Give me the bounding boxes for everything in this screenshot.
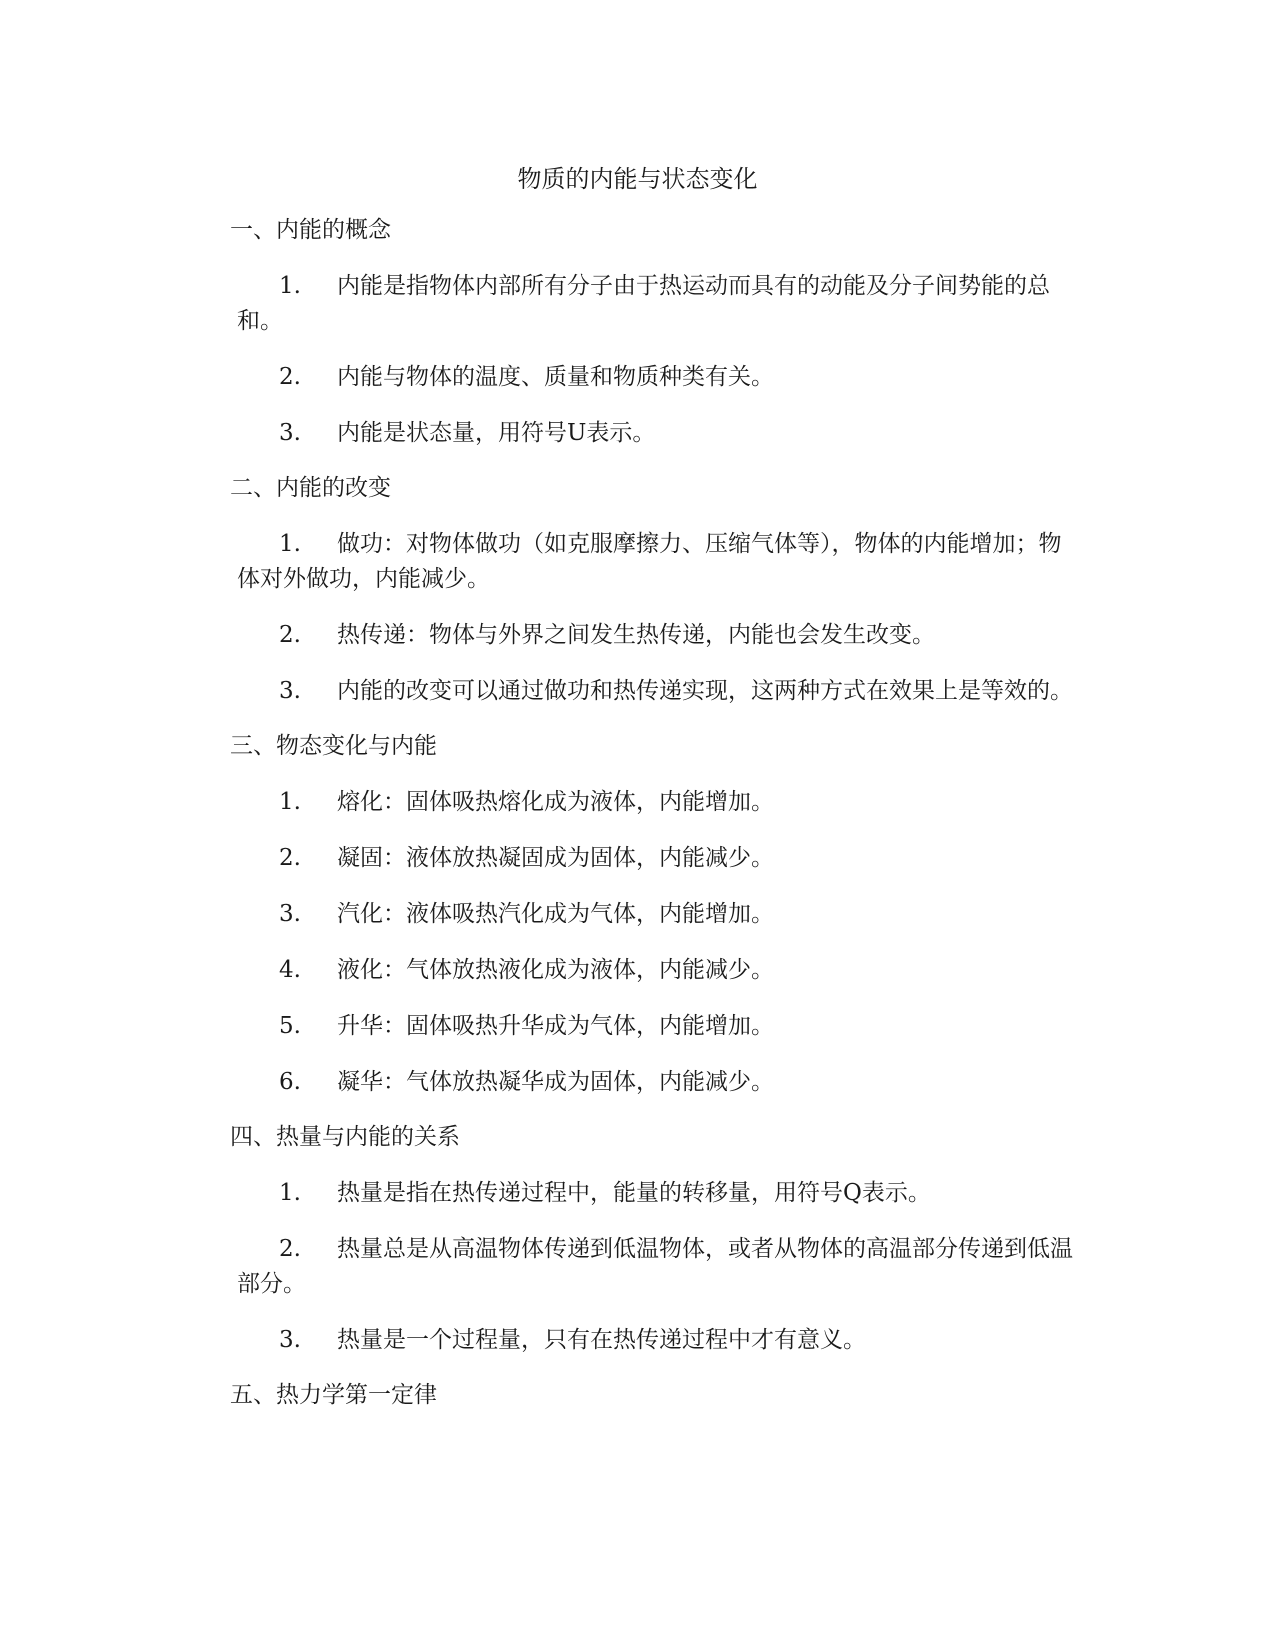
section-heading: 五、热力学第一定律 (230, 1382, 437, 1408)
list-item (230, 841, 1080, 876)
list-number: 2. (279, 1236, 301, 1262)
list-item (230, 674, 1080, 709)
list-number: 2. (279, 364, 301, 390)
list-text: 内能与物体的温度、质量和物质种类有关。 (337, 364, 774, 390)
list-item (230, 1323, 1080, 1358)
section-internal-energy-concept (230, 214, 1080, 451)
list-text: 内能是状态量，用符号U表示。 (337, 420, 656, 446)
list-item (230, 1176, 1080, 1211)
document-title: 物质的内能与状态变化 (517, 165, 758, 193)
section-heading: 三、物态变化与内能 (230, 733, 437, 759)
section-first-law-thermodynamics (230, 1379, 1080, 1411)
section-heat-and-internal-energy (230, 1121, 1080, 1358)
list-item (230, 785, 1080, 820)
list-number: 1. (279, 531, 301, 557)
list-text: 做功：对物体做功（如克服摩擦力、压缩气体等），物体的内能增加；物体对外做功，内能减少。 (237, 531, 1062, 592)
list-number: 4. (279, 957, 301, 983)
list-item (230, 953, 1080, 988)
list-item (230, 1009, 1080, 1044)
list-number: 6. (279, 1069, 301, 1095)
list-text: 热传递：物体与外界之间发生热传递，内能也会发生改变。 (337, 622, 935, 648)
list-item (230, 416, 1080, 451)
section-internal-energy-change (230, 472, 1080, 709)
list-item (230, 527, 1080, 597)
list-item (230, 1065, 1080, 1100)
list-number: 3. (279, 420, 301, 446)
list-number: 3. (279, 1327, 301, 1353)
list-text: 热量是一个过程量，只有在热传递过程中才有意义。 (337, 1327, 866, 1353)
list-text: 升华：固体吸热升华成为气体，内能增加。 (337, 1013, 774, 1039)
list-text: 热量是指在热传递过程中，能量的转移量，用符号Q表示。 (337, 1180, 931, 1206)
list-number: 3. (279, 678, 301, 704)
list-item (230, 897, 1080, 932)
list-text: 凝固：液体放热凝固成为固体，内能减少。 (337, 845, 774, 871)
section-heading: 二、内能的改变 (230, 475, 391, 501)
section-state-changes (230, 730, 1080, 1100)
section-heading: 一、内能的概念 (230, 217, 391, 243)
numbered-list (230, 527, 1080, 709)
list-item (230, 1232, 1080, 1302)
list-number: 2. (279, 622, 301, 648)
list-number: 2. (279, 845, 301, 871)
list-item (230, 618, 1080, 653)
section-heading: 四、热量与内能的关系 (230, 1124, 460, 1150)
document-body (230, 214, 1080, 1434)
list-number: 1. (279, 273, 301, 299)
list-item (230, 269, 1080, 339)
numbered-list (230, 1176, 1080, 1358)
list-number: 1. (279, 789, 301, 815)
list-item (230, 360, 1080, 395)
list-text: 汽化：液体吸热汽化成为气体，内能增加。 (337, 901, 774, 927)
numbered-list (230, 269, 1080, 451)
numbered-list (230, 785, 1080, 1100)
list-text: 内能是指物体内部所有分子由于热运动而具有的动能及分子间势能的总和。 (237, 273, 1050, 334)
list-text: 凝华：气体放热凝华成为固体，内能减少。 (337, 1069, 774, 1095)
list-text: 热量总是从高温物体传递到低温物体，或者从物体的高温部分传递到低温部分。 (237, 1236, 1073, 1297)
list-text: 内能的改变可以通过做功和热传递实现，这两种方式在效果上是等效的。 (337, 678, 1073, 704)
list-number: 1. (279, 1180, 301, 1206)
list-number: 5. (279, 1013, 301, 1039)
list-text: 液化：气体放热液化成为液体，内能减少。 (337, 957, 774, 983)
list-text: 熔化：固体吸热熔化成为液体，内能增加。 (337, 789, 774, 815)
list-number: 3. (279, 901, 301, 927)
